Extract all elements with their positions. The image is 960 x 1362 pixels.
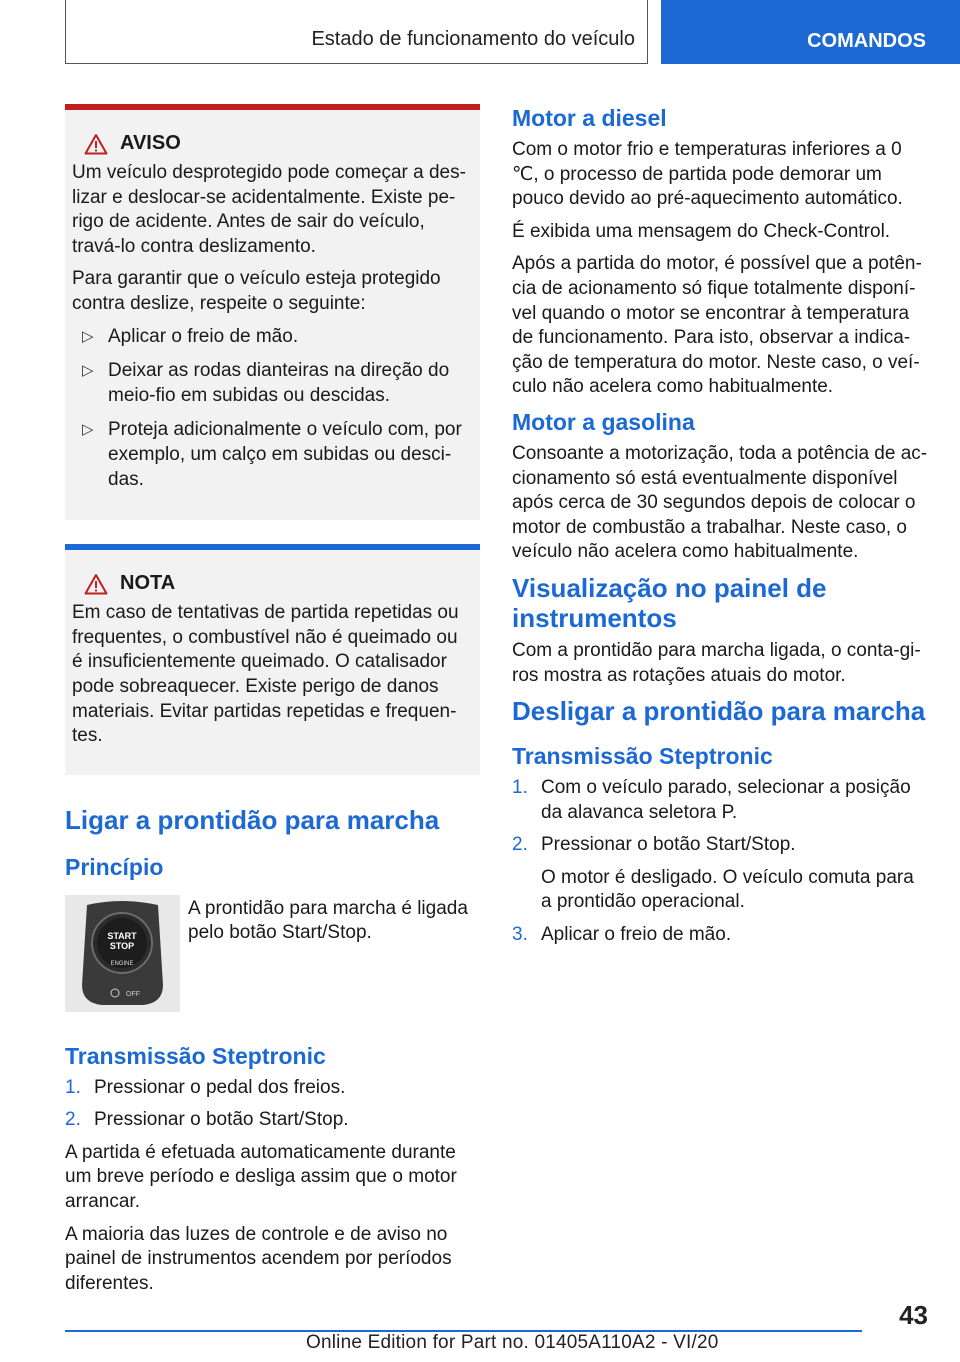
list-item-text: Deixar as rodas dianteiras na direção do meio-fio em subidas ou descidas.	[108, 360, 450, 406]
diesel-paragraph: Após a partida do motor, é possível que a potên-cia de acionamento só fique totalmente disponí-vel quando o motor se encontrar à temperatura de funcionamento. Para isto, observar a indica-ção de temperatura do motor. Neste caso, o veí-culo não acelera como habitualmente.	[512, 253, 922, 398]
left-column	[65, 104, 480, 1304]
step-number: 1.	[512, 777, 528, 799]
step-number: 2.	[512, 834, 528, 856]
ligar-steps	[65, 1076, 480, 1133]
bullet-triangle-icon: ▷	[82, 327, 94, 345]
caution-label: NOTA	[120, 572, 176, 595]
right-column	[512, 104, 928, 956]
ligar-paragraph: A maioria das luzes de controle e de aviso no painel de instrumentos acendem por períodos diferentes.	[65, 1223, 452, 1294]
chapter-title: Estado de funcionamento do veículo	[311, 28, 635, 50]
section-tab: COMANDOS	[661, 0, 960, 64]
header-chapter-box	[65, 0, 648, 64]
principle-heading: Princípio	[65, 853, 164, 880]
warning-text: Para garantir que o veículo esteja protegido contra deslize, respeite o seguinte:	[72, 268, 441, 314]
button-label-engine: ENGINE	[110, 960, 134, 967]
caution-triangle-icon	[84, 573, 108, 595]
desligar-steps	[512, 776, 928, 948]
start-stop-button-image	[65, 895, 180, 1012]
step-text: Pressionar o pedal dos freios.	[94, 1076, 346, 1098]
principle-block	[65, 895, 480, 1012]
list-item	[72, 359, 472, 408]
bullet-triangle-icon: ▷	[82, 362, 94, 380]
caution-text: Em caso de tentativas de partida repetidas ou frequentes, o combustível não é queimado ou é insuficientemente queimado. O catalisador pode sobreaquecer. Existe perigo de danos materiais. Evitar partidas repetidas e frequen-tes.	[72, 602, 459, 747]
step-text: Com o veículo parado, selecionar a posição da alavanca seletora P.	[541, 777, 911, 823]
section-heading-ligar: Ligar a prontidão para marcha	[65, 804, 440, 835]
step-text: Aplicar o freio de mão.	[541, 924, 732, 946]
bullet-triangle-icon: ▷	[82, 421, 94, 439]
footer-edition: Online Edition for Part no. 01405A110A2 - VI/20	[306, 1332, 719, 1353]
warning-bullet-list	[72, 325, 472, 493]
steptronic-heading-ligar: Transmissão Steptronic	[65, 1042, 326, 1069]
page-number: 43	[899, 1300, 928, 1330]
visualizacao-paragraph: Com a prontidão para marcha ligada, o conta-gi-ros mostra as rotações atuais do motor.	[512, 639, 921, 686]
list-item	[512, 776, 928, 825]
principle-text: A prontidão para marcha é ligada pelo botão Start/Stop.	[188, 897, 468, 944]
gasolina-heading: Motor a gasolina	[512, 408, 695, 435]
warning-text: Um veículo desprotegido pode começar a des-lizar e deslocar-se acidentalmente. Existe pe-rigo de acidente. Antes de sair do veículo, travá-lo contra deslizamento.	[72, 162, 466, 257]
button-label-start: START	[107, 930, 137, 941]
step-text: Pressionar o botão Start/Stop.	[541, 834, 796, 856]
step-number: 3.	[512, 924, 528, 946]
warning-label: AVISO	[120, 132, 181, 154]
list-item	[512, 923, 928, 948]
section-heading-desligar: Desligar a prontidão para marcha	[512, 696, 926, 727]
list-item-text: Aplicar o freio de mão.	[108, 325, 299, 347]
list-item	[72, 418, 472, 492]
diesel-heading: Motor a diesel	[512, 105, 667, 131]
list-item	[72, 325, 472, 350]
caution-note	[65, 544, 480, 775]
step-text: Pressionar o botão Start/Stop.	[94, 1109, 349, 1131]
step-number: 2.	[65, 1109, 81, 1131]
warning-triangle-icon	[84, 133, 108, 155]
ligar-paragraph: A partida é efetuada automaticamente durante um breve período e desliga assim que o motor arrancar.	[65, 1141, 457, 1213]
steptronic-heading-desligar: Transmissão Steptronic	[512, 743, 773, 770]
step-continuation: O motor é desligado. O veículo comuta para a prontidão operacional.	[541, 866, 914, 913]
list-item	[65, 1076, 480, 1101]
step-number: 1.	[65, 1076, 81, 1098]
list-item-text: Proteja adicionalmente o veículo com, por exemplo, um calço em subidas ou desci-das.	[108, 419, 462, 490]
gasolina-paragraph: Consoante a motorização, toda a potência de ac-cionamento só está eventualmente disponível após cerca de 30 segundos depois de colocar o motor de combustão a trabalhar. Neste caso, o veículo não acelera como habitualmente.	[512, 442, 928, 563]
button-label-stop: STOP	[109, 940, 135, 951]
list-item	[512, 833, 928, 915]
diesel-paragraph: Com o motor frio e temperaturas inferiores a 0 ℃, o processo de partida pode demorar um pouco devido ao pré-aquecimento automático.	[512, 139, 903, 210]
warning-note	[65, 104, 480, 520]
diesel-paragraph: É exibida uma mensagem do Check-Control.	[512, 220, 891, 242]
list-item	[65, 1108, 480, 1133]
button-label-off: OFF	[126, 990, 140, 998]
section-heading-visualizacao: Visualização no painel de instrumentos	[512, 572, 827, 633]
